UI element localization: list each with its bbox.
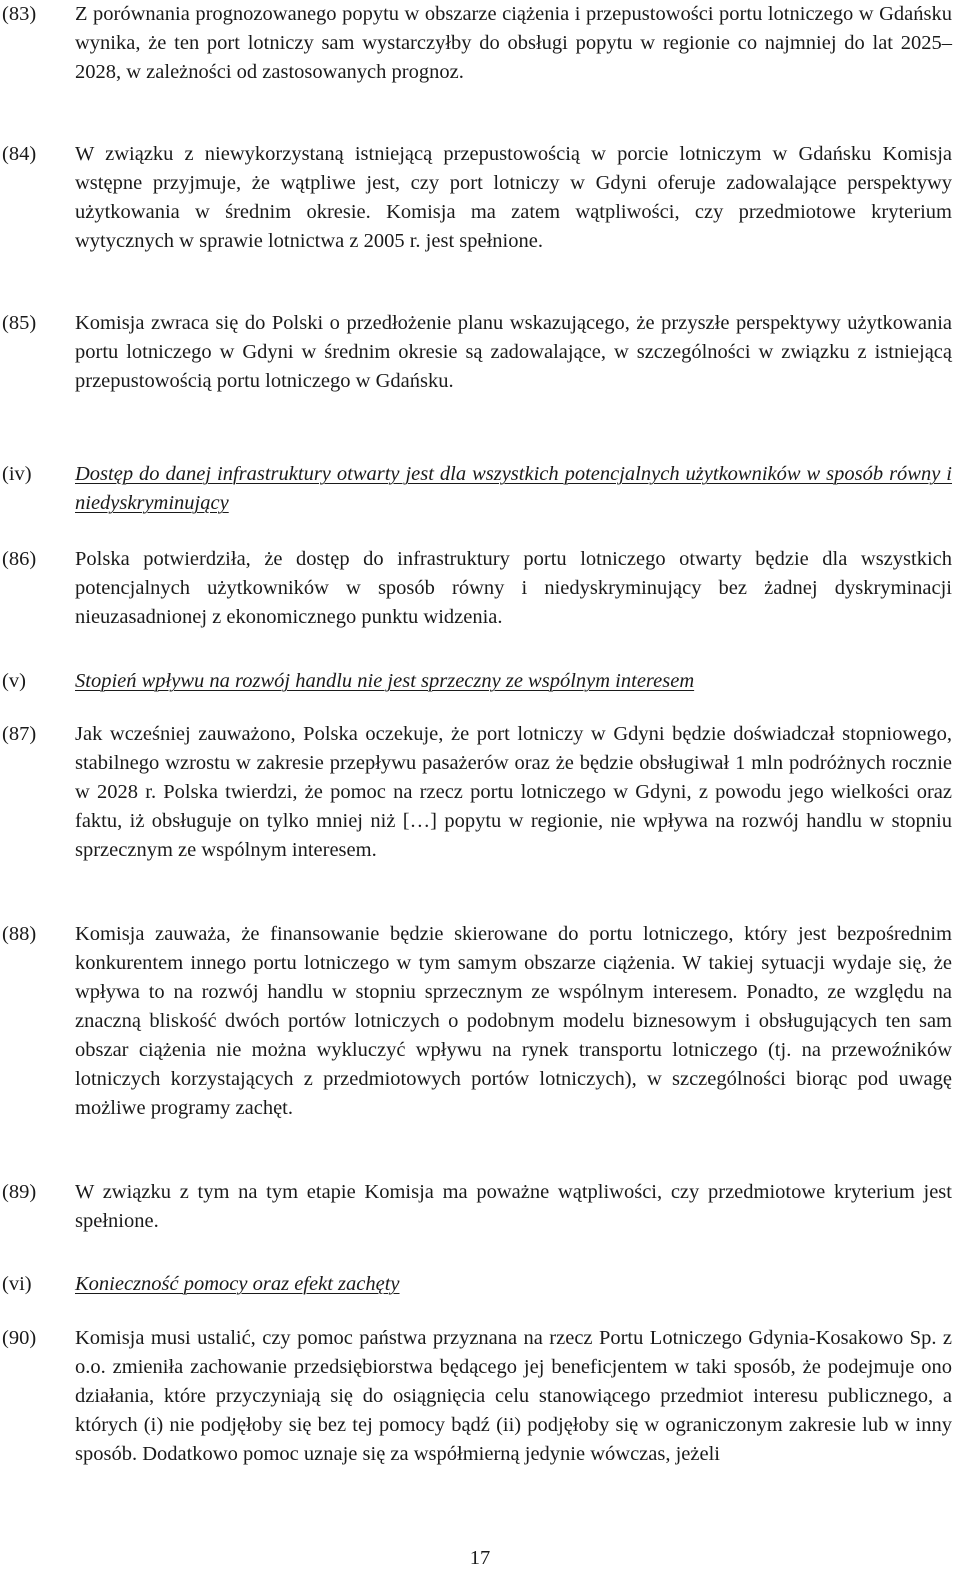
paragraph-number: (88) (2, 923, 37, 945)
paragraph-number: (90) (2, 1327, 37, 1349)
page-number: 17 (469, 1547, 491, 1569)
section-heading-text: Stopień wpływu na rozwój handlu nie jest sprzeczny ze wspólnym interesem (75, 670, 695, 692)
section-number: (vi) (2, 1273, 32, 1295)
paragraph-text: Polska potwierdziła, że dostęp do infrastruktury portu lotniczego otwarty będzie dla wszystkich potencjalnych użytkowników w sposób równy i niedyskryminujący bez żadnej dyskryminacji nieuzasadnionej z ekonomicznego punktu widzenia. (75, 548, 952, 628)
paragraph-number: (83) (2, 3, 37, 25)
paragraph-text: W związku z tym na tym etapie Komisja ma poważne wątpliwości, czy przedmiotowe kryterium jest spełnione. (75, 1181, 952, 1232)
paragraph-number: (89) (2, 1181, 37, 1203)
section-heading-text: Konieczność pomocy oraz efekt zachęty (75, 1273, 400, 1295)
paragraph-text: Komisja musi ustalić, czy pomoc państwa przyznana na rzecz Portu Lotniczego Gdynia-Kosakowo Sp. z o.o. zmieniła zachowanie przedsiębiorstwa będącego jej beneficjentem w taki sposób, że podejmuje ono działania, które przyczyniają się do osiągnięcia celu stanowiącego przedmiot interesu publicznego, a których (i) nie podjęłoby się bez tej pomocy bądź (ii) podjęłoby się w ograniczonym zakresie lub w inny sposób. Dodatkowo pomoc uznaje się za współmierną jedynie wówczas, jeżeli (75, 1327, 952, 1465)
paragraph-text: Z porównania prognozowanego popytu w obszarze ciążenia i przepustowości portu lotniczego w Gdańsku wynika, że ten port lotniczy sam wystarczyłby do obsługi popytu w regionie co najmniej do lat 2025–2028, w zależności od zastosowanych prognoz. (75, 3, 952, 83)
section-number: (v) (2, 670, 26, 692)
paragraph-number: (87) (2, 723, 37, 745)
paragraph-number: (86) (2, 548, 37, 570)
paragraph-text: Komisja zwraca się do Polski o przedłożenie planu wskazującego, że przyszłe perspektywy użytkowania portu lotniczego w Gdyni w średnim okresie są zadowalające, w szczególności w związku z istniejącą przepustowością portu lotniczego w Gdańsku. (75, 312, 952, 392)
paragraph-number: (84) (2, 143, 37, 165)
paragraph-text: Jak wcześniej zauważono, Polska oczekuje, że port lotniczy w Gdyni będzie doświadczał stopniowego, stabilnego wzrostu w zakresie przepływu pasażerów oraz że będzie obsługiwał 1 mln podróżnych rocznie w 2028 r. Polska twierdzi, że pomoc na rzecz portu lotniczego w Gdyni, z powodu jego wielkości oraz faktu, iż obsługuje on tylko mniej niż […] popytu w regionie, nie wpływa na rozwój handlu w stopniu sprzecznym ze wspólnym interesem. (75, 723, 952, 861)
section-heading-text: Dostęp do danej infrastruktury otwarty jest dla wszystkich potencjalnych użytkowników w sposób równy i niedyskryminujący (75, 463, 952, 514)
paragraph-text: W związku z niewykorzystaną istniejącą przepustowością w porcie lotniczym w Gdańsku Komisja wstępne przyjmuje, że wątpliwe jest, czy port lotniczy w Gdyni oferuje zadowalające perspektywy użytkowania w średnim okresie. Komisja ma zatem wątpliwości, czy przedmiotowe kryterium wytycznych w sprawie lotnictwa z 2005 r. jest spełnione. (75, 143, 952, 252)
paragraph-number: (85) (2, 312, 37, 334)
section-number: (iv) (2, 463, 32, 485)
paragraph-text: Komisja zauważa, że finansowanie będzie skierowane do portu lotniczego, który jest bezpośrednim konkurentem innego portu lotniczego w tym samym obszarze ciążenia. W takiej sytuacji wydaje się, że wpływa to na rozwój handlu w stopniu sprzecznym ze wspólnym interesem. Ponadto, ze względu na znaczną bliskość dwóch portów lotniczych o podobnym modelu biznesowym i obsługujących ten sam obszar ciążenia nie można wykluczyć wpływu na rynek transportu lotniczego (tj. na przewoźników lotniczych korzystających z przedmiotowych portów lotniczych), w szczególności biorąc pod uwagę możliwe programy zachęt. (75, 923, 952, 1119)
